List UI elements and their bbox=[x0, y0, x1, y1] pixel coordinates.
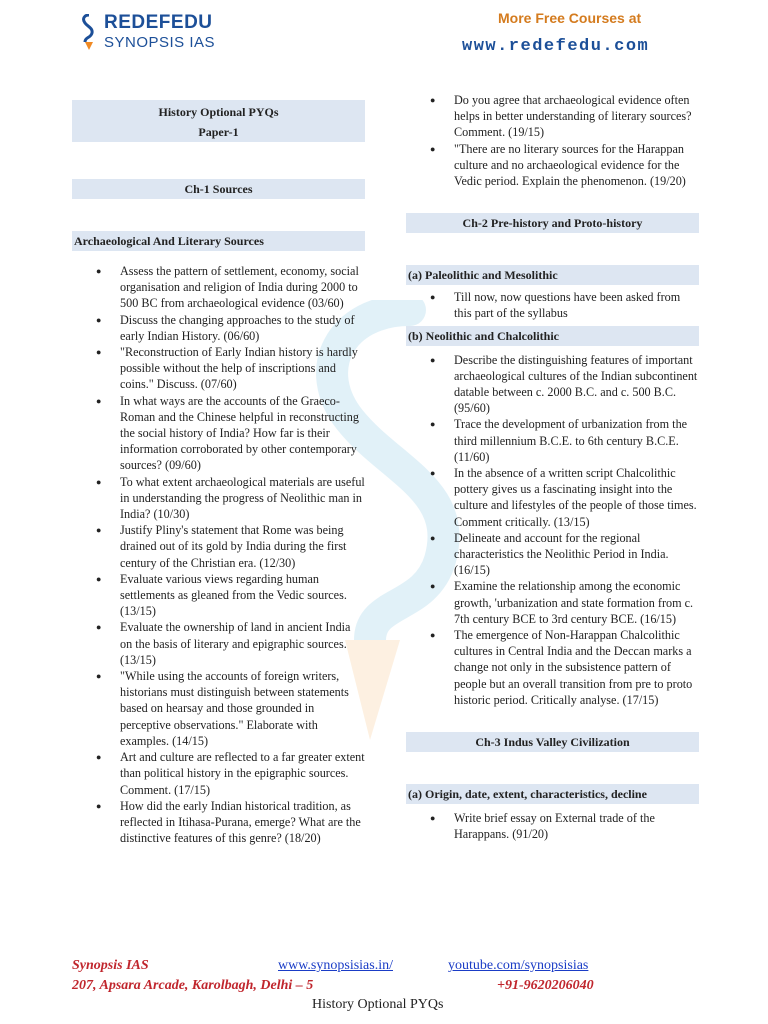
list-item: ● Till now, now questions have been asked from this part of the syllabus bbox=[406, 289, 699, 321]
question-list bbox=[72, 263, 365, 846]
question-list bbox=[406, 289, 699, 321]
list-item: ● Examine the relationship among the economic growth, 'urbanization and state formation from c. 7th century BCE to 3rd century BCE. (16/15) bbox=[406, 578, 699, 627]
document-title-box bbox=[72, 100, 365, 142]
list-item: ● Evaluate the ownership of land in ancient India on the basis of literary and epigraphic sources. (13/15) bbox=[72, 619, 365, 668]
list-item: ● Describe the distinguishing features of important archaeological cultures of the Indian subcontinent datable between c. 2000 B.C. and c. 500 B.C. (95/60) bbox=[406, 352, 699, 417]
brand-subtitle: SYNOPSIS IAS bbox=[104, 34, 216, 51]
paper-label: Paper-1 bbox=[198, 125, 239, 139]
footer-name: Synopsis IAS bbox=[72, 958, 149, 973]
list-item: ● Justify Pliny's statement that Rome was being drained out of its gold by India during the first century of the Christian era. (12/30) bbox=[72, 522, 365, 571]
footer-address: 207, Apsara Arcade, Karolbagh, Delhi – 5 bbox=[72, 978, 314, 993]
document-title: History Optional PYQs bbox=[158, 105, 279, 119]
list-item: ● Discuss the changing approaches to the study of early Indian History. (06/60) bbox=[72, 312, 365, 344]
list-item: ● Assess the pattern of settlement, economy, social organisation and religion of India during 2000 to 500 BC from archaeological evidence (03/60) bbox=[72, 263, 365, 312]
question-list bbox=[406, 810, 699, 842]
list-item: ● In what ways are the accounts of the Graeco-Roman and the Chinese helpful in reconstructing the social history of India? How far is their information corroborated by other contemporary sources? (09/60) bbox=[72, 393, 365, 474]
subsection-heading: (a) Paleolithic and Mesolithic bbox=[406, 265, 699, 285]
list-item: ● Delineate and account for the regional characteristics the Neolithic Period in India. (16/15) bbox=[406, 530, 699, 579]
list-item: ● Art and culture are reflected to a far greater extent than political history in the epigraphic sources. Comment. (17/15) bbox=[72, 749, 365, 798]
footer-youtube-link[interactable]: youtube.com/synopsisias bbox=[448, 958, 589, 973]
list-item: ● How did the early Indian historical tradition, as reflected in Itihasa-Purana, emerge? What are the distinctive features of this genre? (18/20) bbox=[72, 798, 365, 847]
website-link[interactable]: www.redefedu.com bbox=[462, 37, 650, 56]
brand-logo bbox=[80, 12, 260, 52]
chapter-heading: Ch-2 Pre-history and Proto-history bbox=[406, 213, 699, 233]
chapter-heading: Ch-3 Indus Valley Civilization bbox=[406, 732, 699, 752]
list-item: ● Do you agree that archaeological evidence often helps in better understanding of literary sources? Comment. (19/15) bbox=[406, 92, 699, 141]
list-item: ● "There are no literary sources for the Harappan culture and no archaeological evidence for the Vedic period. Explain the phenomenon. (19/20) bbox=[406, 141, 699, 190]
list-item: ● Evaluate various views regarding human settlements as gleaned from the Vedic sources. (13/15) bbox=[72, 571, 365, 620]
question-list bbox=[406, 352, 699, 708]
right-column bbox=[406, 92, 699, 843]
list-item: ● Write brief essay on External trade of the Harappans. (91/20) bbox=[406, 810, 699, 842]
footer-website-link[interactable]: www.synopsisias.in/ bbox=[278, 958, 393, 973]
subsection-heading: (a) Origin, date, extent, characteristics, decline bbox=[406, 784, 699, 804]
list-item: ● "Reconstruction of Early Indian history is hardly possible without the help of inscriptions and coins." Discuss. (07/60) bbox=[72, 344, 365, 393]
footer-document-title: History Optional PYQs bbox=[312, 997, 444, 1012]
tagline: More Free Courses at bbox=[498, 10, 642, 26]
chapter-heading: Ch-1 Sources bbox=[72, 179, 365, 199]
list-item: ● "While using the accounts of foreign writers, historians must distinguish between statements based on hearsay and those grounded in perceptive observations." Elaborate with examples. (14/15) bbox=[72, 668, 365, 749]
left-column bbox=[72, 100, 365, 846]
brand-name: REDEFEDU bbox=[104, 12, 213, 33]
list-item: ● In the absence of a written script Chalcolithic pottery gives us a fascinating insight into the culture and lifestyles of the people of those times. Comment critically. (13/15) bbox=[406, 465, 699, 530]
subsection-heading: (b) Neolithic and Chalcolithic bbox=[406, 326, 699, 346]
footer-phone: +91-9620206040 bbox=[497, 978, 594, 993]
list-item: ● The emergence of Non-Harappan Chalcolithic cultures in Central India and the Deccan marks a change not only in the subsistence pattern of people but an overall transition from pre to proto historic period. Critically analyse. (17/15) bbox=[406, 627, 699, 708]
logo-icon bbox=[80, 14, 98, 52]
question-list bbox=[406, 92, 699, 189]
list-item: ● Trace the development of urbanization from the third millennium B.C.E. to 6th century B.C.E. (11/60) bbox=[406, 416, 699, 465]
list-item: ● To what extent archaeological materials are useful in understanding the progress of Neolithic man in India? (10/30) bbox=[72, 474, 365, 523]
section-heading: Archaeological And Literary Sources bbox=[72, 231, 365, 251]
